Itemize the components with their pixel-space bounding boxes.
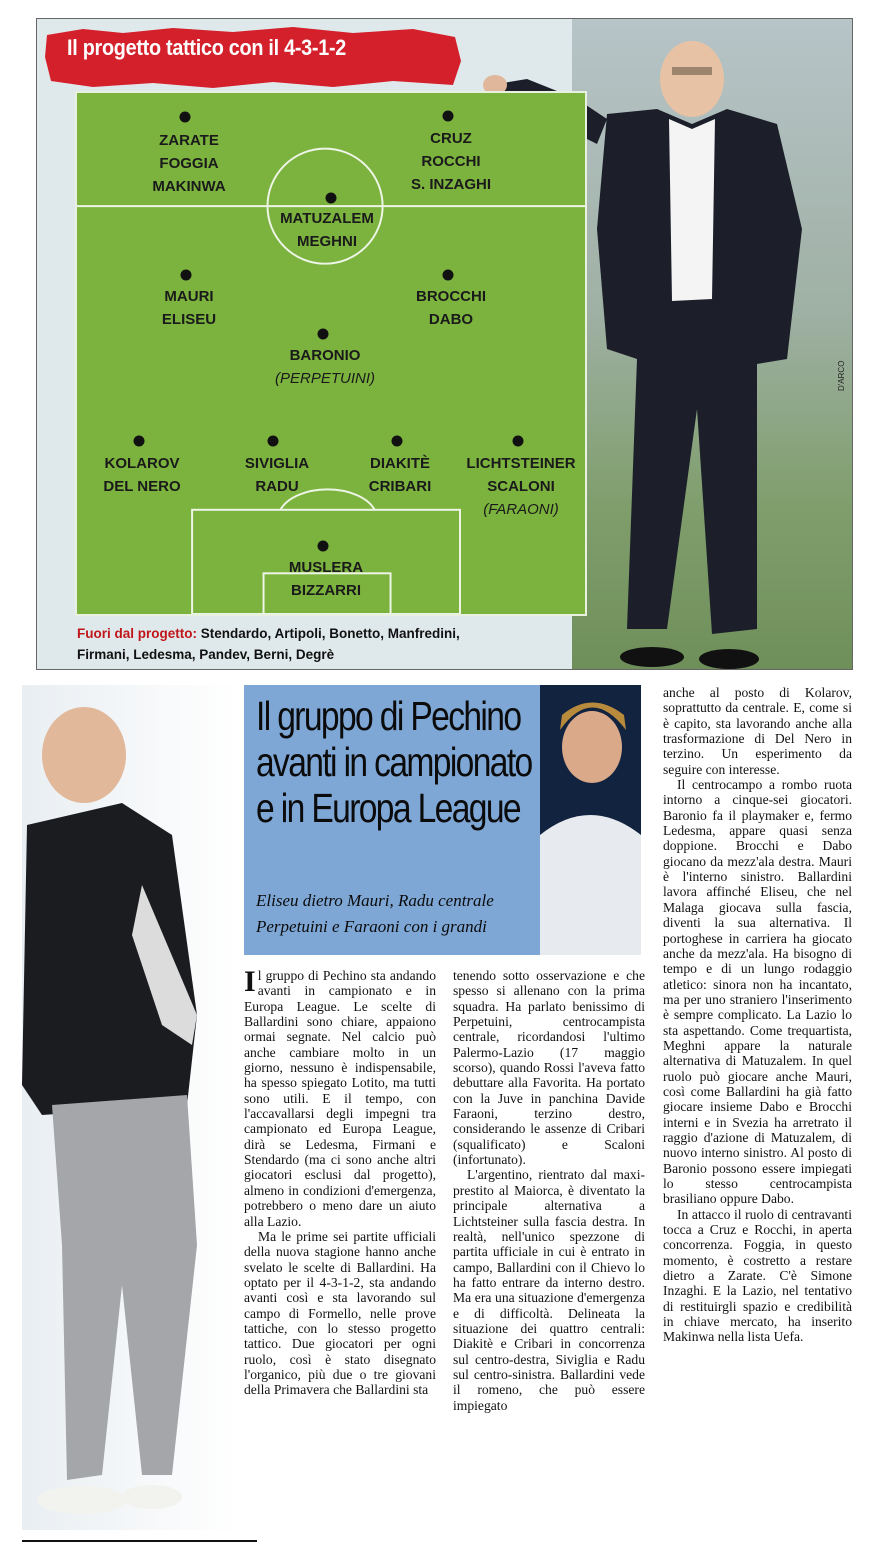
player-name: MUSLERA [288,559,364,576]
player-dot [134,436,145,447]
player-name: ELISEU [161,311,217,328]
player-portrait [540,685,641,955]
player-name: LICHTSTEINER [466,455,576,472]
paragraph: Ma le prime sei partite ufficiali della nuova stagione hanno anche svelato le scelte di Ballardini. Ha optato per il 4-3-1-2, sta andando avanti così e sta lavorando sul campo di Formello, nelle prove tattiche, con lo stesso progetto tattico. Due giocatori per ogni ruolo, così è stato disegnato l'organico, più due o tre giovani della Primavera che Ballardini sta [244,1228,436,1398]
player-name: SCALONI [487,478,555,495]
drop-cap: I [244,965,256,998]
player-forward-right [411,127,491,196]
paragraph: L'argentino, rientrato dal maxi-prestito al Maiorca, è diventato la principale alternativa a Lichtsteiner sulla fascia destra. In realtà, nell'unico spezzone di partita ufficiale in cui è entrato in campo, Ballardini con il Chievo lo ha fatto entrare da interno destro. Ma era una situazione d'emergenza e di difficoltà. Delineata la situazione dei quattro centrali: Diakitè e Cribari in concorrenza sul centro-destra, Siviglia e Radu sul centro-sinistra. Ballardini vede il romeno, che può essere impiegato [453,1167,645,1413]
headline-line: avanti in campionato [256,739,532,785]
player-name: BIZZARRI [290,582,361,599]
player-name: MAURI [164,288,214,305]
headline-line: e in Europa League [256,785,520,831]
player-dot [326,193,337,204]
tactical-graphic [36,18,853,670]
player-trequartista [280,207,374,253]
article-headline [256,693,535,831]
player-name: BARONIO [289,347,361,364]
photo-credit: D'ARCO [837,360,846,391]
paragraph: tenendo sotto osservazione e che spesso si allenano con la prima squadra. Ha parlato benissimo di Perpetuini, centrocampista centrale, ricordandosi l'ultimo Palermo-Lazio (17 maggio scorso), quando Rossi l'aveva fatto debuttare alla Favorita. Ha portato con la Juve in panchina Davide Faraoni, terzino destro, considerando le assenze di Cribari (squalificato) e Scaloni (infortunato). [453,968,645,1168]
player-goalkeeper [289,556,363,602]
player-name: ROCCHI [421,153,481,170]
player-dot [443,270,454,281]
player-dot [318,541,329,552]
player-dot [268,436,279,447]
excluded-list-line1: Stendardo, Artipoli, Bonetto, Manfredini, [200,626,460,641]
paragraph: anche al posto di Kolarov, soprattutto da centrale. E, come si è capito, sta lavorando anche alla trasformazione di Del Nero in terzino. Un esperimento da seguire con interesse. [663,685,852,777]
player-def-center-right [369,452,432,498]
article-subhead [256,888,526,940]
paragraph: Il centrocampo a rombo ruota intorno a cinque-sei giocatori. Baronio fa il playmaker e, fermo Ledesma, appare quasi senza doppione. Brocchi e Dabo giocano da mezz'ala destra. Mauri è l'interno sinistro. Ballardini lavora affinché Eliseu, che nel Malaga giocava sulla fascia, diventi la sua alternativa. Il portoghese in carriera ha giocato anche da mezz'ala. Ha bisogno di tempo e di un lungo rodaggio atletico: sinora non ha incantato, ma per uno straniero l'inserimento è sempre complicato. La Lazio lo sta aspettando. Come trequartista, Meghni appare la naturale alternativa di Matuzalem. In quel ruolo può giocare anche Mauri, così come Ballardini ha già fatto giocare insieme Dabo e Brocchi interni e in Svezia ha arretrato il raggio d'azione di Matuzalem, di nuovo interno sinistro. Al posto di Baronio possono essere impiegati lo stesso centrocampista brasiliano oppure Dabo. [663,777,852,1207]
subhead-line: Perpetuini e Faraoni con i grandi [256,917,487,936]
excluded-list-line2: Firmani, Ledesma, Pandev, Berni, Degrè [77,647,335,662]
player-forward-left [152,129,225,198]
player-name: S. INZAGHI [410,176,492,193]
article-column-1 [244,965,436,1398]
player-name: CRUZ [430,130,472,147]
article-column-3 [663,685,852,1345]
paragraph-text: l gruppo di Pechino sta andando avanti in campionato e in Europa League. Le scelte di Ballardini sono chiare, appaiono ormai segnate. Nel calcio può anche cambiare molto in un giorno, nessuno è indispensabile, ha spesso spiegato Lotito, ma tutti sono utili. E il tempo, con l'accavallarsi degli impegni tra campionato ed Europa League, dirà se Ledesma, Firmani e Stendardo (ma ci sono anche altri giocatori esclusi dal progetto), almeno in condizioni d'emergenza, potrebbero o meno dare un aiuto alla Lazio. [244,968,436,1229]
player-dot [443,111,454,122]
subhead-line: Eliseu dietro Mauri, Radu centrale [256,891,494,910]
paragraph [244,965,436,1229]
player-name: MAKINWA [152,178,226,195]
player-name: MEGHNI [297,233,357,250]
headline-line: Il gruppo di Pechino [256,693,521,739]
player-def-center-left [245,452,309,498]
graphic-title: Il progetto tattico con il 4-3-1-2 [67,35,347,60]
player-dot [180,112,191,123]
paragraph: In attacco il ruolo di centravanti tocca a Cruz e Rocchi, in aperta concorrenza. Foggia, in questo momento, è costretto a restare dietro a Zarate. C'è Simone Inzaghi. E la Lazio, nel tentativo di restituirgli spazio e credibilità in chiave mercato, ha inserito Makinwa nella lista Uefa. [663,1206,852,1345]
player-dot [181,270,192,281]
player-alternative: (FARAONI) [483,501,559,518]
player-name: FOGGIA [159,155,219,172]
article-column-2 [453,968,645,1413]
player-name: SIVIGLIA [244,455,310,472]
player-def-left [103,452,180,498]
player-name: DABO [428,311,474,328]
player-dot [318,329,329,340]
player-name: DIAKITÈ [370,455,430,472]
player-name: DEL NERO [103,478,181,495]
player-name: CRIBARI [368,478,432,495]
player-def-right [466,452,575,521]
player-regista [275,344,375,390]
player-name: KOLAROV [104,455,180,472]
coach-side-photo [22,685,237,1530]
player-mid-left [162,285,216,331]
player-name: BROCCHI [416,288,486,305]
excluded-players [77,623,547,665]
headline-box [244,685,641,955]
excluded-label: Fuori dal progetto: [77,626,197,641]
player-dot [513,436,524,447]
player-dot [392,436,403,447]
player-name: ZARATE [159,132,219,149]
player-alternative: (PERPETUINI) [274,370,376,387]
player-mid-right [416,285,486,331]
player-name: MATUZALEM [280,210,374,227]
bottom-rule [22,1540,257,1542]
player-name: RADU [255,478,299,495]
